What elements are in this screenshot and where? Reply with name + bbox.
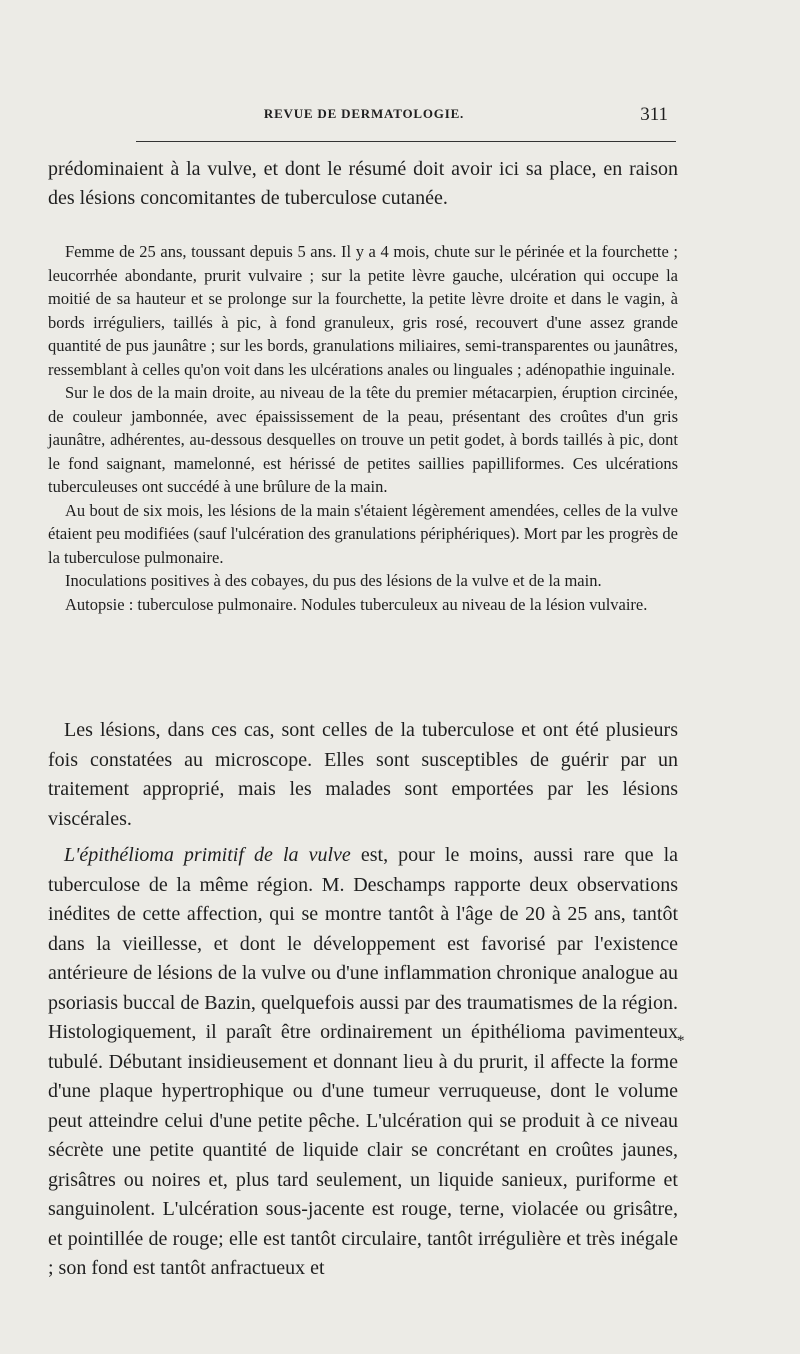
main-paragraph-2 (48, 841, 678, 1284)
observation-paragraph: Sur le dos de la main droite, au niveau de la tête du premier métacarpien, éruption circinée, de couleur jambonnée, avec épaississement de la peau, présentant des croûtes d'un gris jaunâtre, adhérentes, au-dessous desquelles on trouve un petit godet, à bords taillés à pic, dont le fond saignant, mamelonné, est hérissé de petites saillies papilliformes. Ces ulcérations tuberculeuses ont succédé à une brûlure de la main. (48, 383, 678, 496)
observation-paragraph: Femme de 25 ans, toussant depuis 5 ans. Il y a 4 mois, chute sur le périnée et la fourchette ; leucorrhée abondante, prurit vulvaire ; sur la petite lèvre gauche, ulcération qui occupe la moitié de sa hauteur et se prolonge sur la fourchette, la petite lèvre droite et dans le vagin, à bords irréguliers, taillés à pic, à fond granuleux, gris rosé, recouvert d'une assez grande quantité de pus jaunâtre ; sur les bords, granulations miliaires, semi-transparentes ou jaunâtres, ressemblant à celles qu'on voit dans les ulcérations anales ou linguales ; adénopathie inguinale. (48, 242, 678, 379)
page-header (48, 106, 680, 132)
margin-mark: * (677, 1033, 685, 1049)
observation-paragraph: Autopsie : tuberculose pulmonaire. Nodules tuberculeux au niveau de la lésion vulvaire. (65, 594, 648, 614)
main-paragraph-2-text: est, pour le moins, aussi rare que la tuberculose de la même région. M. Deschamps rapporte deux observations inédites de cette affection, qui se montre tantôt à l'âge de 20 à 25 ans, tantôt dans la vieillesse, et dont le développement est favorisé par l'existence antérieure de lésions de la vulve ou d'une inflammation chronique analogue au psoriasis buccal de Bazin, quelquefois aussi par des traumatismes de la région. Histologiquement, il paraît être ordinairement un épithélioma pavimenteux tubulé. Débutant insidieusement et donnant lieu à du prurit, il affecte la forme d'une plaque hypertrophique ou d'une tumeur verruqueuse, dont le volume peut atteindre celui d'une petite pêche. L'ulcération qui se produit à ce niveau sécrète une petite quantité de liquide clair se concrétant en croûtes jaunes, grisâtres ou noires et, plus tard seulement, un liquide sanieux, puriforme et sanguinolent. L'ulcération sous-jacente est rouge, terne, violacée ou grisâtre, et pointillée de rouge; elle est tantôt circulaire, tantôt irrégulière et très inégale ; son fond est tantôt anfractueux et (48, 844, 678, 1279)
observation-paragraph: Inoculations positives à des cobayes, du pus des lésions de la vulve et de la main. (65, 571, 602, 590)
epithelioma-heading: L'épithélioma primitif de la vulve (64, 844, 351, 866)
main-paragraph-1: Les lésions, dans ces cas, sont celles de la tuberculose et ont été plusieurs fois constatées au microscope. Elles sont susceptibles de guérir par un traitement approprié, mais les malades sont emportées par les lésions viscérales. (48, 719, 678, 830)
header-rule (136, 141, 676, 142)
intro-text: prédominaient à la vulve, et dont le résumé doit avoir ici sa place, en raison des lésions concomitantes de tuberculose cutanée. (48, 158, 678, 209)
observation-block (48, 240, 678, 616)
observation-paragraph: Au bout de six mois, les lésions de la main s'étaient légèrement amendées, celles de la vulve étaient peu modifiées (sauf l'ulcération des granulations périphériques). Mort par les progrès de la tuberculose pulmonaire. (48, 500, 678, 567)
main-text (48, 716, 678, 1291)
running-title: REVUE DE DERMATOLOGIE. (263, 106, 465, 121)
intro-paragraph (48, 155, 678, 213)
page-number: 311 (640, 104, 668, 125)
